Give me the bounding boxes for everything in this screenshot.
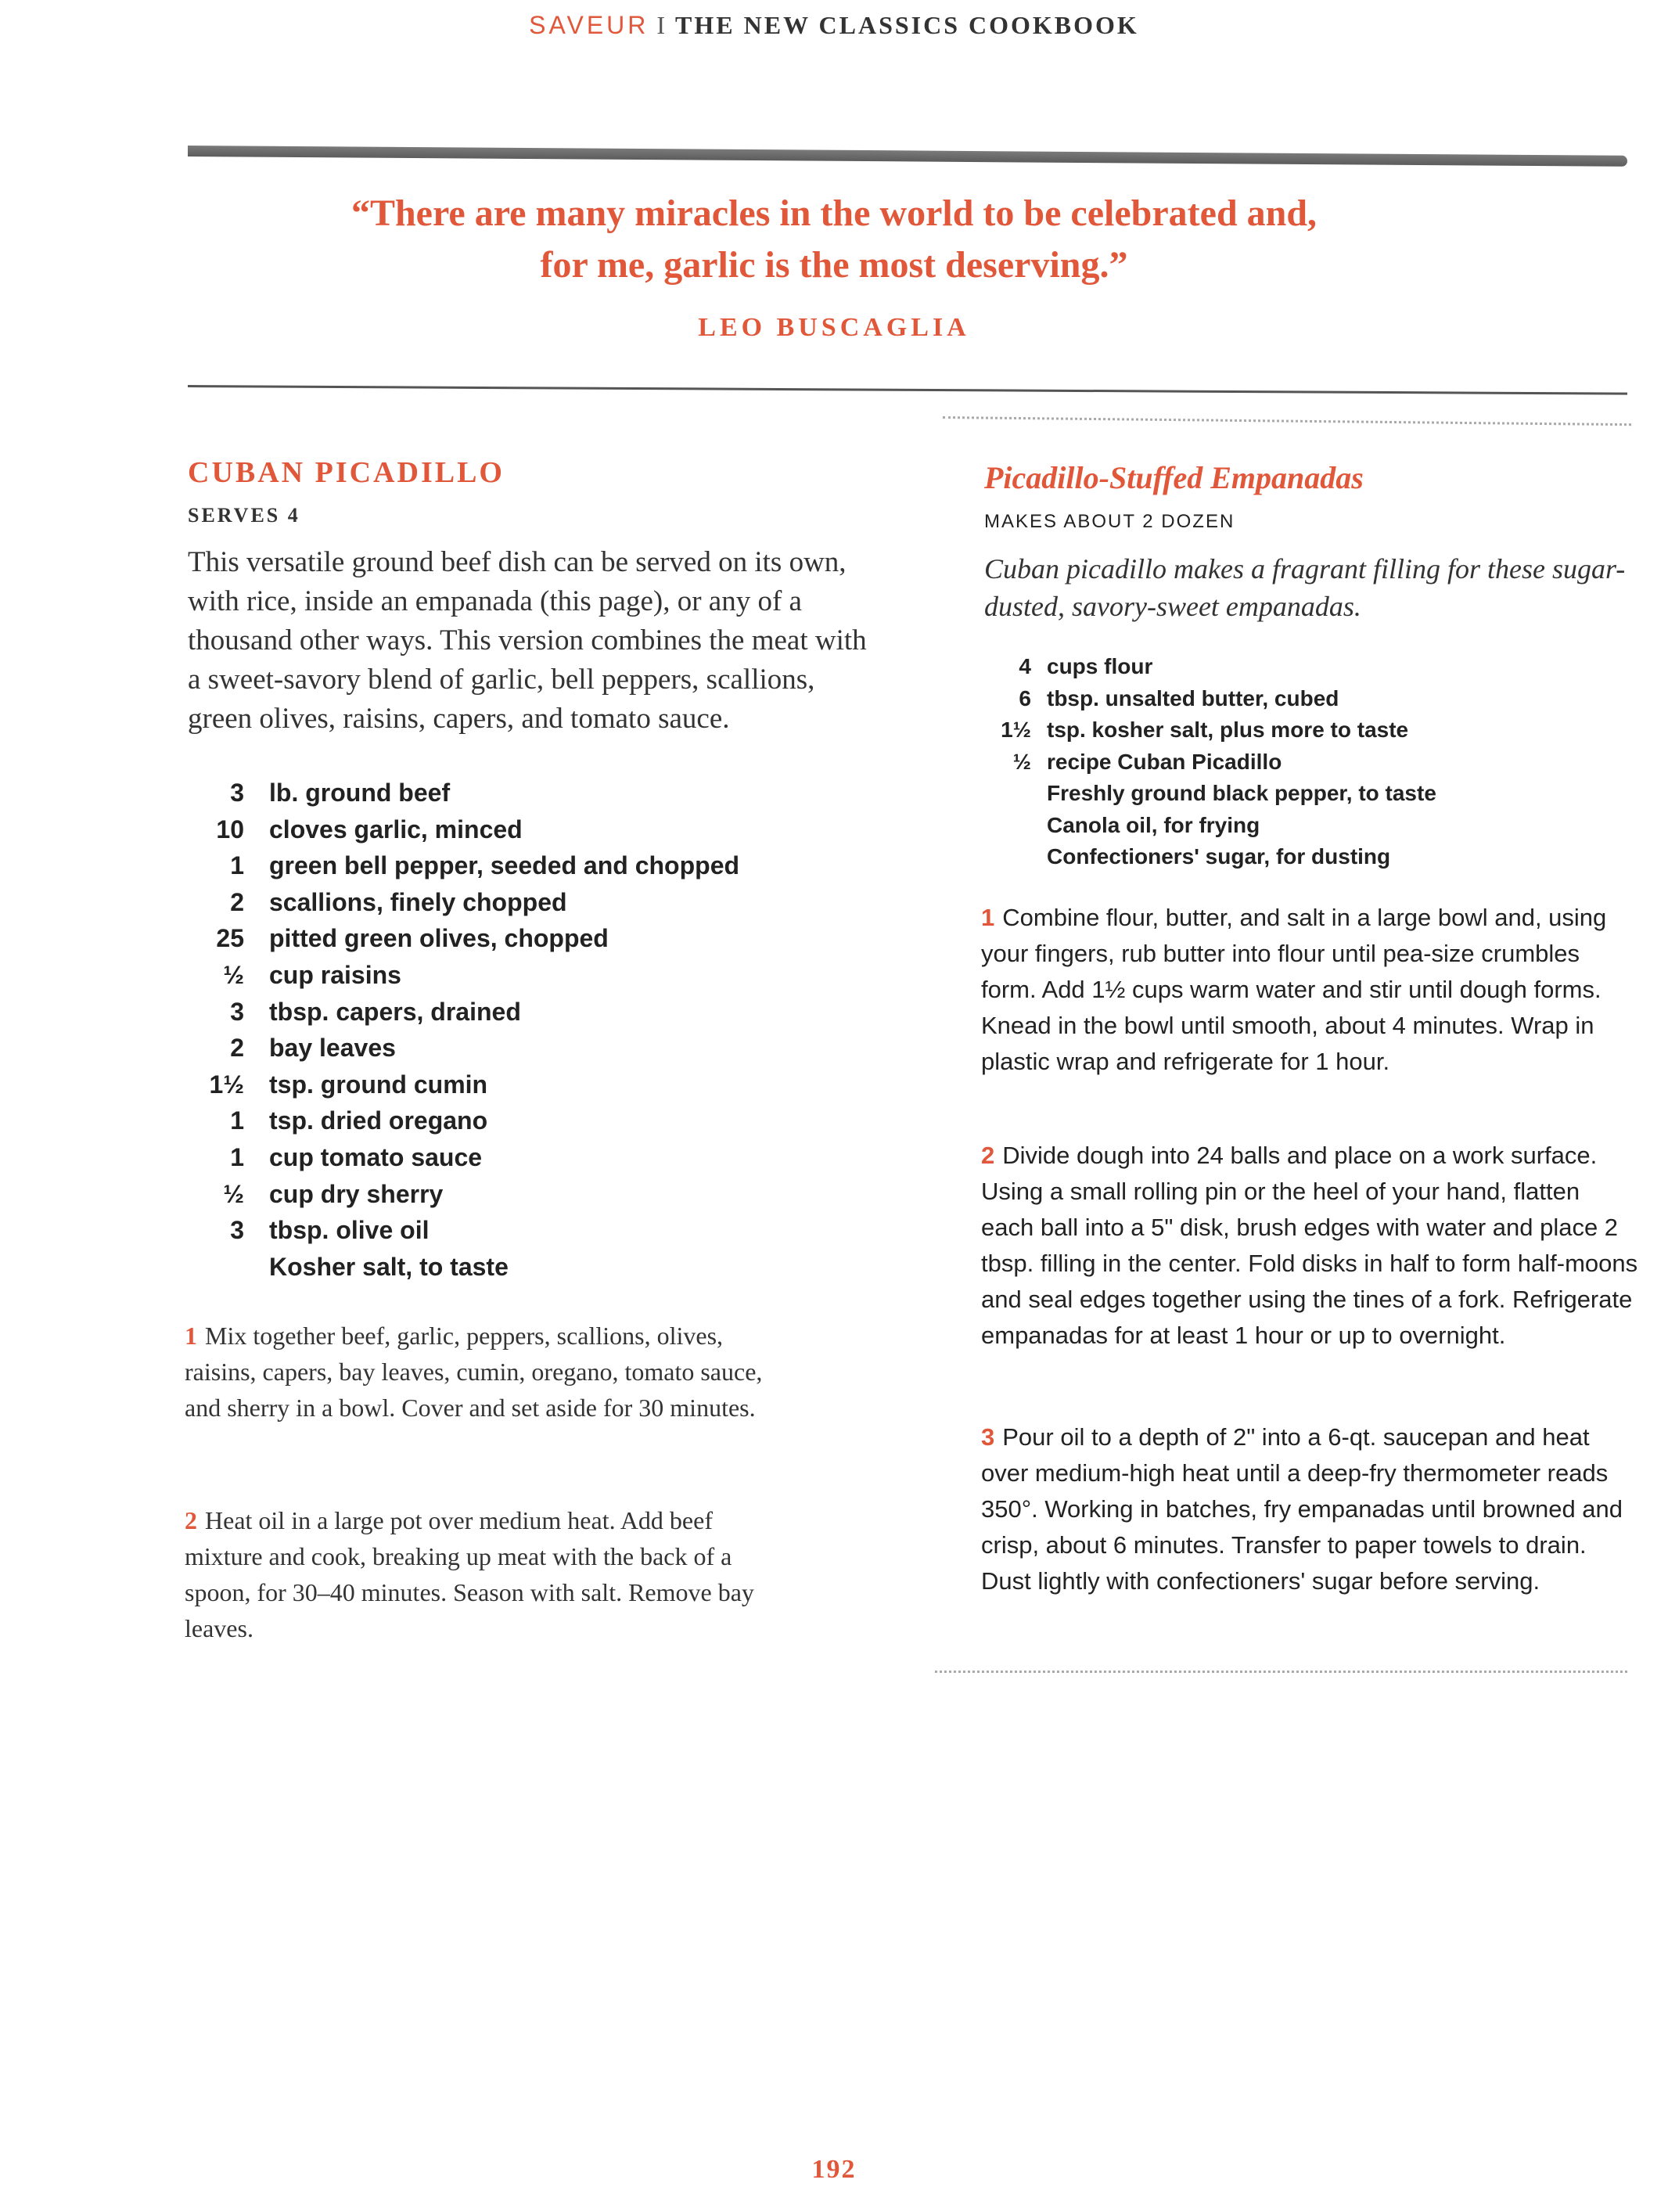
ingredient-quantity: 1: [230, 1106, 244, 1135]
ingredient-item: cup tomato sauce: [269, 1142, 483, 1171]
ingredient-row: [984, 746, 1436, 779]
step-number: 2: [185, 1506, 197, 1534]
quote-line-1: “There are many miracles in the world to be celebrated and,: [350, 192, 1318, 234]
ingredient-quantity: 1: [230, 1142, 244, 1171]
ingredient-item: lb. ground beef: [269, 779, 451, 807]
step-text: Mix together beef, garlic, peppers, scallions, olives, raisins, capers, bay leaves, cumin, oregano, tomato sauce, and sherry in a bowl. Cover and set aside for 30 minutes.: [185, 1322, 763, 1422]
step-number: 1: [981, 904, 995, 931]
step-number: 2: [981, 1142, 995, 1169]
step-text: Pour oil to a depth of 2" into a 6-qt. saucepan and heat over medium-high heat until a deep-fry thermometer reads 350°. Working in batches, fry empanadas until browned and crisp, about 6 minutes. Transfer to paper towels to drain. Dust lightly with confectioners' sugar before serving.: [981, 1423, 1623, 1595]
ingredient-row: [188, 957, 739, 994]
ingredient-quantity: 3: [230, 997, 244, 1026]
step-text: Divide dough into 24 balls and place on a work surface. Using a small rolling pin or the heel of your hand, flatten each ball into a 5" disk, brush edges with water and place 2 tbsp. filling in the center. Fold disks in half to form half-moons and seal edges together using the tines of a fork. Refrigerate empanadas for at least 1 hour or up to overnight.: [981, 1142, 1638, 1349]
ingredient-item: bay leaves: [269, 1034, 396, 1063]
ingredient-row: [188, 1030, 739, 1066]
ingredient-item: tbsp. capers, drained: [269, 997, 521, 1026]
ingredient-row: [188, 1176, 739, 1213]
ingredient-row: [188, 1066, 739, 1103]
ingredient-quantity: 10: [216, 815, 244, 843]
ingredient-quantity: 1½: [209, 1070, 244, 1099]
dotted-rule-top: [943, 416, 1631, 426]
ingredient-item: tbsp. unsalted butter, cubed: [1047, 685, 1339, 710]
recipe-yield: SERVES 4: [188, 504, 300, 527]
ingredient-row: [984, 778, 1436, 810]
ingredient-item: tsp. kosher salt, plus more to taste: [1047, 718, 1409, 742]
ingredient-row: [188, 884, 739, 921]
ingredient-item: tsp. dried oregano: [269, 1106, 488, 1135]
ingredient-row: [188, 920, 739, 957]
quote-line-2: for me, garlic is the most deserving.”: [540, 244, 1128, 286]
ingredient-quantity: 1: [230, 851, 244, 880]
ingredient-quantity: ½: [223, 1179, 244, 1208]
ingredient-quantity: 1½: [1001, 718, 1031, 742]
ingredient-row: [188, 1249, 739, 1286]
header-separator: I: [656, 11, 668, 39]
ingredient-row: [188, 847, 739, 884]
ingredient-item: Kosher salt, to taste: [269, 1252, 509, 1281]
ingredient-row: [984, 683, 1436, 715]
ingredient-quantity: ½: [223, 960, 244, 989]
ingredient-list: [984, 651, 1436, 873]
step-text: Heat oil in a large pot over medium heat. Add beef mixture and cook, breaking up meat with the back of a spoon, for 30–40 minutes. Season with salt. Remove bay leaves.: [185, 1506, 754, 1642]
recipe-yield: MAKES ABOUT 2 DOZEN: [984, 511, 1235, 532]
ingredient-row: [984, 714, 1436, 746]
ingredient-row: [188, 811, 739, 848]
quote-author: LEO BUSCAGLIA: [698, 313, 970, 342]
recipe-title-empanadas: Picadillo-Stuffed Empanadas: [984, 460, 1364, 495]
ingredient-item: green bell pepper, seeded and chopped: [269, 851, 740, 880]
ingredient-row: [188, 1102, 739, 1139]
page-number: 192: [811, 2155, 857, 2184]
ingredient-quantity: 25: [216, 924, 244, 953]
ingredient-item: Canola oil, for frying: [1047, 812, 1260, 837]
ingredient-quantity: 3: [230, 1216, 244, 1245]
ingredient-item: cups flour: [1047, 654, 1153, 678]
step-number: 1: [185, 1322, 197, 1350]
ingredient-item: Freshly ground black pepper, to taste: [1047, 781, 1436, 805]
step-text: Combine flour, butter, and salt in a large bowl and, using your fingers, rub butter into flour until pea-size crumbles form. Add 1½ cups warm water and stir until dough forms. Knead in the bowl until smooth, about 4 minutes. Wrap in plastic wrap and refrigerate for 1 hour.: [981, 904, 1607, 1075]
method-step: [185, 1502, 779, 1646]
brand-name: SAVEUR: [529, 11, 649, 39]
ingredient-row: [188, 775, 739, 811]
book-title: THE NEW CLASSICS COOKBOOK: [675, 11, 1139, 39]
ingredient-list: [188, 775, 739, 1285]
quote-bottom-rule: [188, 385, 1627, 395]
ingredient-row: [984, 810, 1436, 842]
method-step: [981, 1419, 1638, 1599]
ingredient-row: [984, 841, 1436, 873]
ingredient-item: cup dry sherry: [269, 1179, 444, 1208]
ingredient-quantity: 4: [1019, 654, 1031, 678]
ingredient-item: scallions, finely chopped: [269, 887, 567, 916]
running-head: [0, 11, 1668, 40]
ingredient-item: pitted green olives, chopped: [269, 924, 609, 953]
ingredient-quantity: 6: [1019, 685, 1031, 710]
method-step: [185, 1318, 779, 1426]
ingredient-row: [188, 994, 739, 1030]
ingredient-quantity: 3: [230, 779, 244, 807]
ingredient-item: cup raisins: [269, 960, 401, 989]
recipe-title-cuban-picadillo: CUBAN PICADILLO: [188, 456, 505, 489]
ingredient-quantity: 2: [230, 887, 244, 916]
ingredient-row: [188, 1212, 739, 1249]
ingredient-row: [984, 651, 1436, 683]
ingredient-item: cloves garlic, minced: [269, 815, 523, 843]
ingredient-item: tsp. ground cumin: [269, 1070, 488, 1099]
top-thick-rule: [188, 146, 1627, 167]
step-number: 3: [981, 1423, 995, 1451]
recipe-intro: Cuban picadillo makes a fragrant filling for these sugar-dusted, savory-sweet empanadas.: [984, 553, 1626, 622]
method-step: [981, 900, 1638, 1080]
ingredient-row: [188, 1139, 739, 1176]
method-step: [981, 1138, 1638, 1354]
recipe-intro: This versatile ground beef dish can be served on its own, with rice, inside an empanada (this page), or any of a thousand other ways. This version combines the meat with a sweet-savory blend of garlic, bell peppers, scallions, green olives, raisins, capers, and tomato sauce.: [188, 546, 867, 735]
pull-quote: [0, 188, 1668, 291]
ingredient-item: Confectioners' sugar, for dusting: [1047, 844, 1391, 869]
dotted-rule-bottom: [935, 1671, 1627, 1673]
ingredient-item: recipe Cuban Picadillo: [1047, 749, 1282, 774]
ingredient-quantity: ½: [1012, 749, 1031, 774]
ingredient-quantity: 2: [230, 1034, 244, 1063]
ingredient-item: tbsp. olive oil: [269, 1216, 430, 1245]
